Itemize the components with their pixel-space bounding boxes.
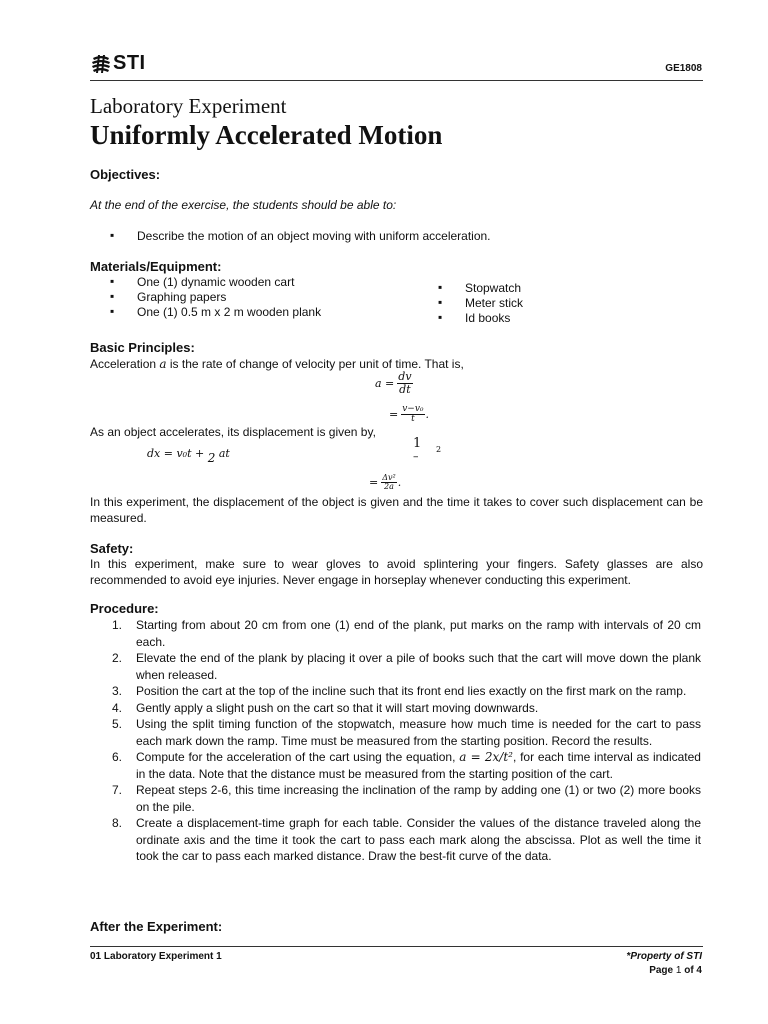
materials-heading: Materials/Equipment: — [90, 259, 222, 274]
procedure-step: 7. Repeat steps 2-6, this time increasing the inclination of the ramp by adding one (1) or two (2) more books on the pile. — [112, 783, 701, 814]
objectives-heading: Objectives: — [90, 167, 161, 182]
logo-text: STI — [113, 52, 146, 74]
materials-list-right — [438, 281, 523, 326]
procedure-step: 3. Position the cart at the top of the incline such that its front end lies exactly on the first mark on the ramp. — [112, 684, 687, 698]
list-item: ▪ Stopwatch — [438, 281, 523, 296]
safety-heading: Safety: — [90, 541, 134, 556]
equation-half-bar: – — [413, 450, 419, 463]
list-item: ▪ Id books — [438, 311, 523, 326]
equation-acceleration: a = $\frac{dv}{dt}$ — [375, 370, 412, 396]
footer-label: 01 Laboratory Experiment 1 — [90, 951, 222, 962]
header-divider — [90, 80, 703, 81]
document-code: GE1808 — [665, 63, 702, 74]
lab-label: Laboratory Experiment — [90, 94, 287, 118]
footer-divider — [90, 946, 703, 947]
page-title: Uniformly Accelerated Motion — [90, 120, 443, 150]
procedure-step: 5. Using the split timing function of the stopwatch, measure how much time is needed for the cart to pass each mark down the ramp. Time must be measured from the starting position. Record the results. — [112, 717, 701, 748]
page-number: Page 1 of 4 — [649, 965, 702, 976]
procedure-step: 4. Gently apply a slight push on the cart so that it will start moving downwards. — [112, 700, 539, 715]
principles-paragraph: In this experiment, the displacement of the object is given and the time it takes to cover such displacement can be measured. — [90, 495, 703, 525]
equation-displacement: dx = v₀t + 2 at — [147, 447, 230, 465]
principles-line2: As an object accelerates, its displacement is given by, — [90, 425, 376, 439]
list-item: ▪ One (1) dynamic wooden cart — [110, 275, 321, 290]
sti-globe-icon — [90, 53, 112, 75]
principles-line1: Acceleration a is the rate of change of velocity per unit of time. That is, — [90, 357, 464, 371]
procedure-step: 1. Starting from about 20 cm from one (1) end of the plank, put marks on the ramp with intervals of 20 cm each. — [112, 618, 701, 649]
footer-property: *Property of STI — [626, 951, 702, 962]
procedure-step: 2. Elevate the end of the plank by placing it over a pile of books such that the cart will move down the plank when released. — [112, 651, 701, 682]
list-item: ▪ Describe the motion of an object moving with uniform acceleration. — [110, 229, 491, 244]
materials-list-left — [110, 275, 321, 320]
objectives-list — [110, 229, 491, 244]
principles-heading: Basic Principles: — [90, 340, 195, 355]
safety-text: In this experiment, make sure to wear gloves to avoid splintering your fingers. Safety glasses are also recommended to avoid eye injuries. Never engage in horseplay whenever conducting this experiment. — [90, 557, 703, 587]
procedure-step: 6. Compute for the acceleration of the cart using the equation, a = 2x/t², for each time interval as indicated in the data. Note that the distance must be measured from the starting position of the cart. — [112, 750, 701, 781]
equation-exponent: 2 — [436, 445, 442, 454]
procedure-heading: Procedure: — [90, 601, 159, 616]
list-item: ▪ Meter stick — [438, 296, 523, 311]
procedure-step: 8. Create a displacement-time graph for each table. Consider the values of the distance traveled along the ordinate axis and the time it took the cart to pass each mark along the abscissa. Plot as well the time it took the car to pass each marked distance. Draw the best-fit curve of the data. — [112, 816, 701, 863]
equation-delta: = $\frac{\text{Δv²}}{2a}$ . — [369, 473, 402, 491]
list-item: ▪ One (1) 0.5 m x 2 m wooden plank — [110, 305, 321, 320]
after-heading: After the Experiment: — [90, 919, 223, 934]
objectives-intro: At the end of the exercise, the students should be able to: — [90, 198, 397, 212]
procedure-list — [112, 617, 701, 865]
equation-half-numerator: 1 — [413, 436, 422, 451]
equation-velocity: = $\frac{\text{v−v₀}}{t}$ . — [389, 404, 430, 424]
sti-logo — [90, 52, 146, 75]
list-item: ▪ Graphing papers — [110, 290, 321, 305]
